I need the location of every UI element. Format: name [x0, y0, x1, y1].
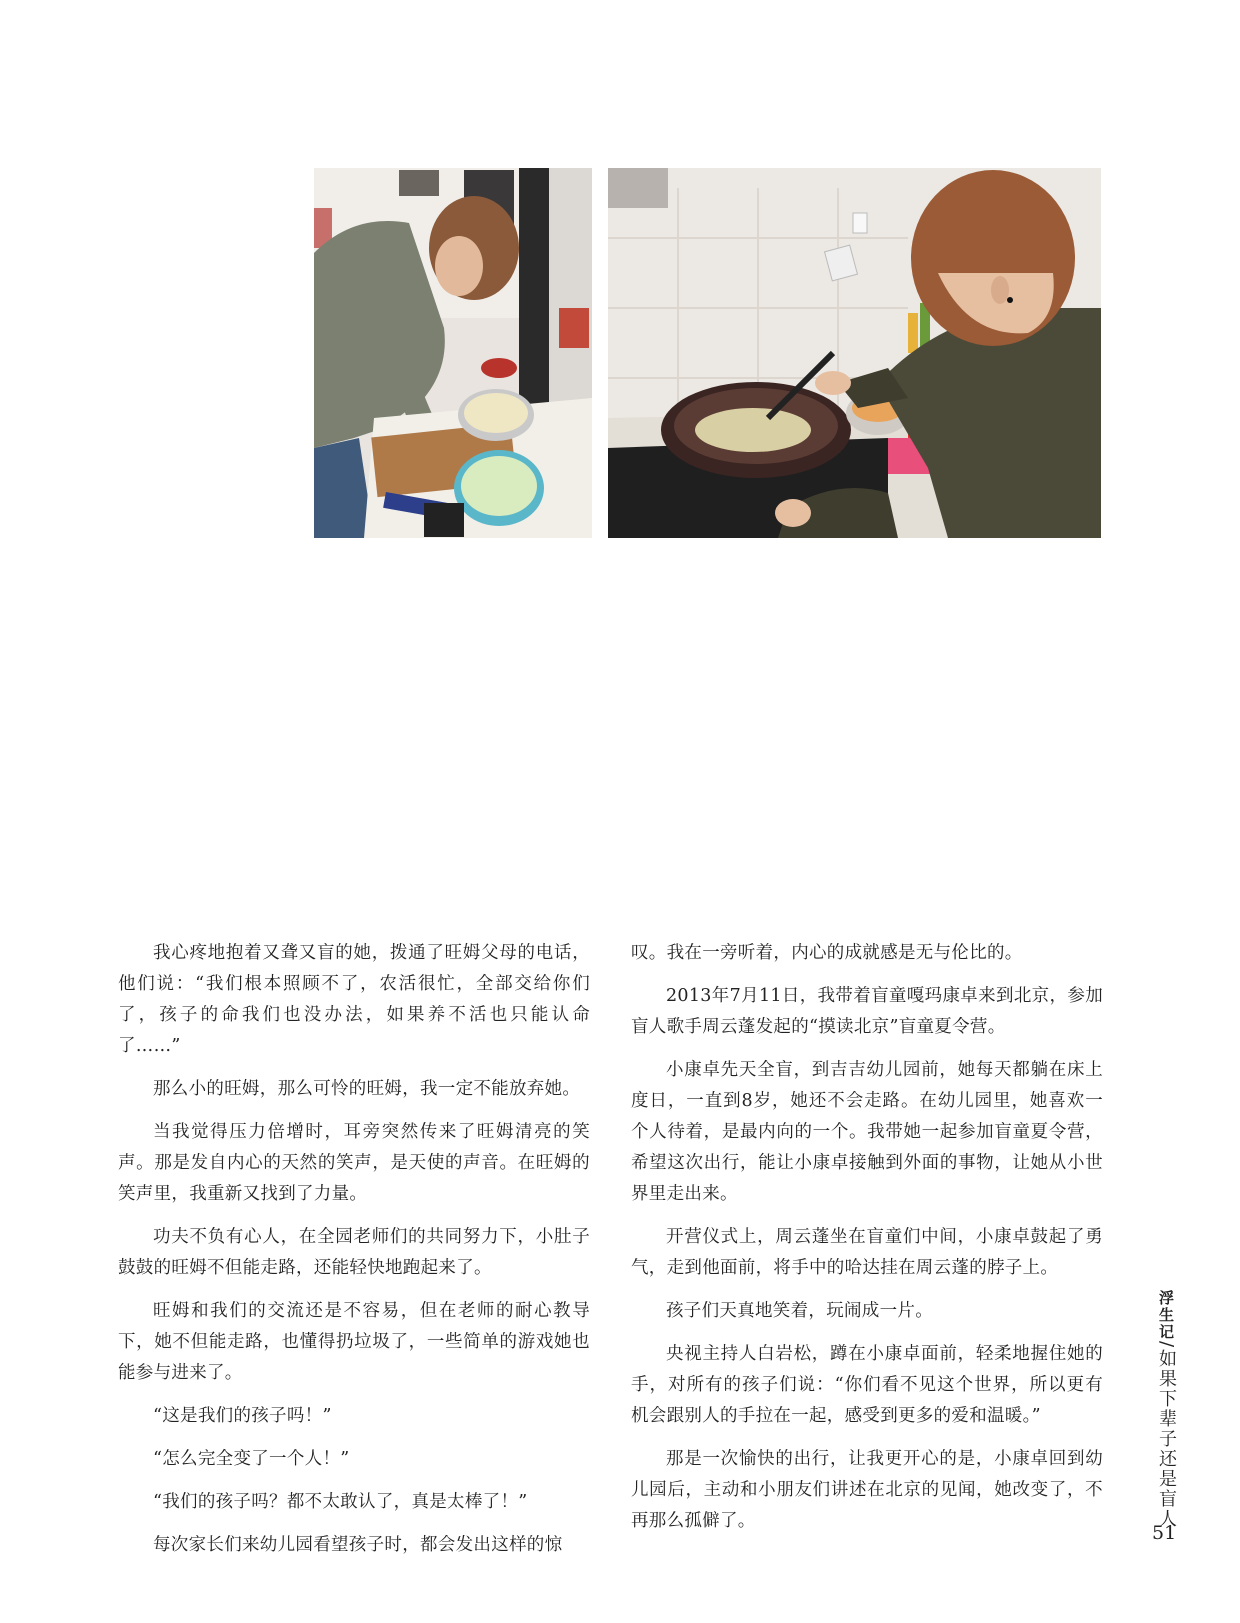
- paragraph: 每次家长们来幼儿园看望孩子时，都会发出这样的惊: [153, 1535, 563, 1555]
- paragraph: “我们的孩子吗？都不太敢认了，真是太棒了！”: [153, 1492, 528, 1512]
- paragraph: 小康卓先天全盲，到吉吉幼儿园前，她每天都躺在床上度日，一直到8岁，她还不会走路。在幼儿园里，她喜欢一个人待着，是最内向的一个。我带她一起参加盲童夏令营，希望这次出行，能让小康卓接触到外面的事物，让她从小世界里走出来。: [631, 1060, 1103, 1204]
- paragraph: 那么小的旺姆，那么可怜的旺姆，我一定不能放弃她。: [153, 1079, 581, 1099]
- paragraph: 孩子们天真地笑着，玩闹成一片。: [666, 1301, 933, 1321]
- paragraph: “这是我们的孩子吗！”: [153, 1406, 332, 1426]
- paragraph: 开营仪式上，周云蓬坐在盲童们中间，小康卓鼓起了勇气，走到他面前，将手中的哈达挂在周云蓬的脖子上。: [631, 1227, 1103, 1278]
- paragraph: 那是一次愉快的出行，让我更开心的是，小康卓回到幼儿园后，主动和小朋友们讲述在北京的见闻，她改变了，不再那么孤僻了。: [631, 1449, 1103, 1531]
- running-head: [1153, 1290, 1179, 1529]
- page-number: 51: [1152, 1522, 1177, 1544]
- text-column-left: [118, 938, 590, 1573]
- section-name: 浮生记: [1157, 1290, 1175, 1341]
- paragraph: “怎么完全变了一个人！”: [153, 1449, 350, 1469]
- paragraph: 我心疼地抱着又聋又盲的她，拨通了旺姆父母的电话，他们说：“我们根本照顾不了，农活很忙，全部交给你们了，孩子的命我们也没办法，如果养不活也只能认命了……”: [118, 943, 590, 1056]
- paragraph: 叹。我在一旁听着，内心的成就感是无与伦比的。: [631, 943, 1023, 963]
- photo-stir-frying: [608, 168, 1101, 538]
- text-column-right: [631, 938, 1103, 1549]
- paragraph: 2013年7月11日，我带着盲童嘎玛康卓来到北京，参加盲人歌手周云蓬发起的“摸读北京”盲童夏令营。: [631, 986, 1103, 1037]
- article-title: 如果下辈子还是盲人: [1156, 1349, 1177, 1530]
- photo-cutting-vegetables-icon: [314, 168, 592, 538]
- paragraph: 旺姆和我们的交流还是不容易，但在老师的耐心教导下，她不但能走路，也懂得扔垃圾了，一些简单的游戏她也能参与进来了。: [118, 1301, 590, 1383]
- photo-cutting-vegetables: [314, 168, 592, 538]
- paragraph: 央视主持人白岩松，蹲在小康卓面前，轻柔地握住她的手，对所有的孩子们说：“你们看不见这个世界，所以更有机会跟别人的手拉在一起，感受到更多的爱和温暖。”: [631, 1344, 1103, 1426]
- paragraph: 功夫不负有心人，在全园老师们的共同努力下，小肚子鼓鼓的旺姆不但能走路，还能轻快地跑起来了。: [118, 1227, 590, 1278]
- paragraph: 当我觉得压力倍增时，耳旁突然传来了旺姆清亮的笑声。那是发自内心的天然的笑声，是天使的声音。在旺姆的笑声里，我重新又找到了力量。: [118, 1122, 590, 1204]
- photo-stir-frying-icon: [608, 168, 1101, 538]
- separator: /: [1156, 1341, 1177, 1350]
